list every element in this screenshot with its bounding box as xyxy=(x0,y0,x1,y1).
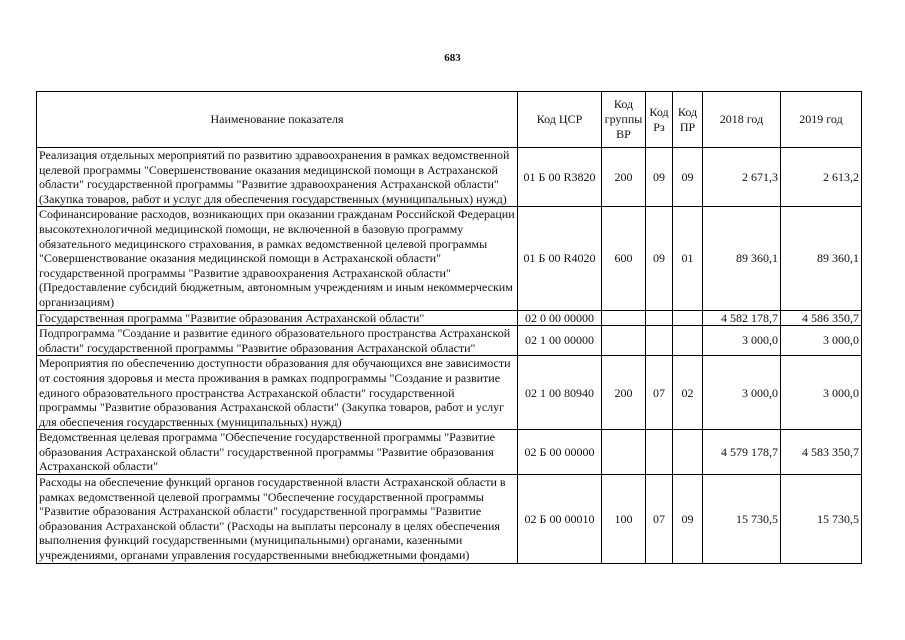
row-csr: 02 Б 00 00010 xyxy=(518,475,602,564)
row-2018: 2 671,3 xyxy=(703,148,781,207)
header-2018: 2018 год xyxy=(703,92,781,148)
table-row xyxy=(37,207,862,310)
row-vr xyxy=(602,326,646,356)
row-rz: 09 xyxy=(646,207,673,310)
row-name: Подпрограмма "Создание и развитие единого образовательного пространства Астраханской области" государственной программы "Развитие образования Астраханской области" xyxy=(37,326,518,356)
row-pr: 09 xyxy=(673,148,703,207)
table-row xyxy=(37,148,862,207)
table-row xyxy=(37,475,862,564)
row-vr xyxy=(602,430,646,475)
row-vr xyxy=(602,310,646,326)
row-rz xyxy=(646,326,673,356)
row-name: Ведомственная целевая программа "Обеспечение государственной программы "Развитие образования Астраханской области" государственной программы "Развитие образования Астраханской области" xyxy=(37,430,518,475)
row-csr: 02 1 00 00000 xyxy=(518,326,602,356)
row-rz: 07 xyxy=(646,475,673,564)
row-2019: 3 000,0 xyxy=(781,356,862,430)
header-rz: Код Рз xyxy=(646,92,673,148)
row-vr: 600 xyxy=(602,207,646,310)
row-vr: 200 xyxy=(602,148,646,207)
row-2018: 3 000,0 xyxy=(703,356,781,430)
row-name: Мероприятия по обеспечению доступности образования для обучающихся вне зависимости от состояния здоровья и места проживания в рамках подпрограммы "Создание и развитие единого образовательного пространства Астраханской области" государственной программы "Развитие образования Астраханской области" (Закупка товаров, работ и услуг для обеспечения государственных (муниципальных) нужд) xyxy=(37,356,518,430)
row-2019: 89 360,1 xyxy=(781,207,862,310)
header-name: Наименование показателя xyxy=(37,92,518,148)
row-pr xyxy=(673,326,703,356)
header-csr: Код ЦСР xyxy=(518,92,602,148)
row-csr: 01 Б 00 R4020 xyxy=(518,207,602,310)
row-csr: 02 Б 00 00000 xyxy=(518,430,602,475)
row-csr: 02 1 00 80940 xyxy=(518,356,602,430)
row-2019: 15 730,5 xyxy=(781,475,862,564)
header-2019: 2019 год xyxy=(781,92,862,148)
row-csr: 02 0 00 00000 xyxy=(518,310,602,326)
row-2019: 3 000,0 xyxy=(781,326,862,356)
row-pr xyxy=(673,430,703,475)
header-pr: Код ПР xyxy=(673,92,703,148)
table-row xyxy=(37,326,862,356)
table-row xyxy=(37,310,862,326)
row-name: Реализация отдельных мероприятий по развитию здравоохранения в рамках ведомственной целевой программы "Совершенствование оказания медицинской помощи в Астраханской области" государственной программы "Развитие здравоохранения Астраханской области" (Закупка товаров, работ и услуг для обеспечения государственных (муниципальных) нужд) xyxy=(37,148,518,207)
table-row xyxy=(37,356,862,430)
row-pr: 02 xyxy=(673,356,703,430)
row-vr: 200 xyxy=(602,356,646,430)
row-rz: 07 xyxy=(646,356,673,430)
row-rz xyxy=(646,430,673,475)
row-pr: 09 xyxy=(673,475,703,564)
row-rz: 09 xyxy=(646,148,673,207)
row-csr: 01 Б 00 R3820 xyxy=(518,148,602,207)
row-pr: 01 xyxy=(673,207,703,310)
row-2018: 15 730,5 xyxy=(703,475,781,564)
row-2018: 4 582 178,7 xyxy=(703,310,781,326)
row-2018: 89 360,1 xyxy=(703,207,781,310)
row-rz xyxy=(646,310,673,326)
row-name: Государственная программа "Развитие образования Астраханской области" xyxy=(37,310,518,326)
row-name: Софинансирование расходов, возникающих при оказании гражданам Российской Федерации высокотехнологичной медицинской помощи, не включенной в базовую программу обязательного медицинского страхования, в рамках ведомственной целевой программы "Совершенствование оказания медицинской помощи в Астраханской области" государственной программы "Развитие здравоохранения Астраханской области" (Предоставление субсидий бюджетным, автономным учреждениям и иным некоммерческим организациям) xyxy=(37,207,518,310)
row-name: Расходы на обеспечение функций органов государственной власти Астраханской области в рамках ведомственной целевой программы "Обеспечение государственной программы "Развитие образования Астраханской области" государственной программы "Развитие образования Астраханской области" (Расходы на выплаты персоналу в целях обеспечения выполнения функций государственными (муниципальными) органами, казенными учреждениями, органами управления государственными внебюджетными фондами) xyxy=(37,475,518,564)
row-2019: 4 583 350,7 xyxy=(781,430,862,475)
row-2019: 4 586 350,7 xyxy=(781,310,862,326)
row-2018: 3 000,0 xyxy=(703,326,781,356)
row-2019: 2 613,2 xyxy=(781,148,862,207)
table-header-row xyxy=(37,92,862,148)
table-row xyxy=(37,430,862,475)
budget-table xyxy=(36,91,862,564)
row-2018: 4 579 178,7 xyxy=(703,430,781,475)
header-vr: Код группы ВР xyxy=(602,92,646,148)
row-vr: 100 xyxy=(602,475,646,564)
page-number: 683 xyxy=(444,52,461,64)
row-pr xyxy=(673,310,703,326)
